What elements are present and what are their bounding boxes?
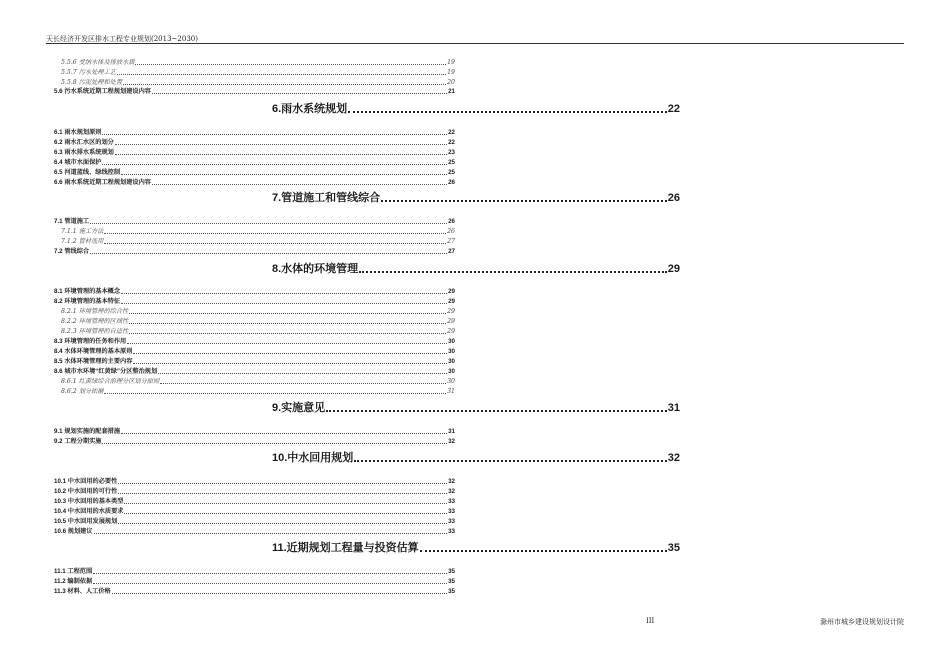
entry-page-number: 29 bbox=[448, 298, 455, 305]
chapter-title: 11.近期规划工程量与投资估算 bbox=[272, 542, 419, 554]
dot-leader bbox=[118, 493, 447, 494]
entry-page-number: 26 bbox=[448, 179, 455, 186]
chapter-page-number: 32 bbox=[667, 452, 680, 464]
dot-leader bbox=[121, 293, 447, 294]
entry-page-number: 32 bbox=[448, 438, 455, 445]
dot-leader bbox=[129, 333, 446, 334]
entry-title: 7.2 管线综合 bbox=[54, 248, 90, 255]
header-divider bbox=[46, 43, 904, 44]
chapter-page-number: 35 bbox=[667, 542, 680, 554]
dot-leader bbox=[90, 253, 447, 254]
entry-title: 6.6 雨水系统近期工程规划建设内容 bbox=[54, 179, 151, 186]
entry-title: 6.2 雨水汇水区的划分 bbox=[54, 139, 114, 146]
entry-page-number: 31 bbox=[447, 388, 455, 395]
entry-page-number: 27 bbox=[448, 248, 455, 255]
toc-subsection-entry[interactable] bbox=[61, 378, 455, 386]
toc-section-entry[interactable] bbox=[54, 478, 455, 486]
entry-page-number: 35 bbox=[448, 568, 455, 575]
entry-page-number: 29 bbox=[448, 288, 455, 295]
dot-leader bbox=[102, 443, 447, 444]
entry-page-number: 30 bbox=[448, 358, 455, 365]
entry-title: 8.4 水体环境管理的基本原则 bbox=[54, 348, 133, 355]
toc-section-entry[interactable] bbox=[54, 129, 455, 137]
dot-leader bbox=[94, 533, 448, 534]
dot-leader bbox=[104, 393, 446, 394]
dot-leader bbox=[129, 313, 446, 314]
toc-section-entry[interactable] bbox=[54, 368, 455, 376]
entry-title: 10.4 中水回用的水质要求 bbox=[54, 508, 124, 515]
dot-leader bbox=[118, 483, 447, 484]
dot-leader bbox=[420, 550, 667, 552]
entry-page-number: 33 bbox=[448, 518, 455, 525]
chapter-title: 10.中水回用规划 bbox=[272, 452, 354, 464]
chapter-title: 7.管道施工和管线综合 bbox=[272, 192, 381, 204]
toc-chapter-heading[interactable] bbox=[272, 401, 680, 415]
toc-section-entry[interactable] bbox=[54, 508, 455, 516]
entry-page-number: 35 bbox=[448, 578, 455, 585]
toc-section-entry[interactable] bbox=[54, 578, 455, 586]
entry-title: 6.5 河道蓝线、绿线控制 bbox=[54, 169, 121, 176]
entry-title: 8.2.1 环境管理的综合性 bbox=[61, 308, 129, 315]
entry-page-number: 30 bbox=[448, 368, 455, 375]
chapter-title: 9.实施意见 bbox=[272, 402, 326, 414]
entry-title: 8.2.3 环境管理的自适性 bbox=[61, 328, 129, 335]
dot-leader bbox=[117, 74, 446, 75]
toc-section-entry[interactable] bbox=[54, 179, 455, 187]
entry-title: 5.5.6 受纳水体及排放水质 bbox=[61, 59, 135, 66]
toc-section-entry[interactable] bbox=[54, 298, 455, 306]
toc-subsection-entry[interactable] bbox=[61, 238, 455, 246]
entry-page-number: 19 bbox=[447, 59, 455, 66]
toc-chapter-heading[interactable] bbox=[272, 451, 680, 465]
chapter-page-number: 29 bbox=[667, 263, 680, 275]
chapter-title: 6.雨水系统规划 bbox=[272, 103, 348, 115]
dot-leader bbox=[90, 223, 447, 224]
entry-title: 10.1 中水回用的必要性 bbox=[54, 478, 118, 485]
entry-page-number: 33 bbox=[448, 508, 455, 515]
toc-section-entry[interactable] bbox=[54, 568, 455, 576]
entry-page-number: 22 bbox=[448, 129, 455, 136]
toc-section-entry[interactable] bbox=[54, 528, 455, 536]
dot-leader bbox=[118, 523, 447, 524]
dot-leader bbox=[104, 233, 446, 234]
entry-title: 8.1 环境管理的基本概念 bbox=[54, 288, 121, 295]
entry-title: 10.6 规划建议 bbox=[54, 528, 93, 535]
toc-subsection-entry[interactable] bbox=[61, 318, 455, 326]
entry-page-number: 32 bbox=[448, 478, 455, 485]
toc-subsection-entry[interactable] bbox=[61, 59, 455, 67]
entry-page-number: 25 bbox=[448, 169, 455, 176]
entry-title: 5.6 污水系统近期工程规划建设内容 bbox=[54, 88, 151, 95]
toc-section-entry[interactable] bbox=[54, 358, 455, 366]
entry-title: 11.1 工程范围 bbox=[54, 568, 93, 575]
dot-leader bbox=[124, 513, 447, 514]
entry-page-number: 26 bbox=[448, 218, 455, 225]
entry-title: 9.1 规划实施的配套措施 bbox=[54, 428, 121, 435]
entry-page-number: 25 bbox=[448, 159, 455, 166]
entry-title: 8.2.2 环境管理的区域性 bbox=[61, 318, 129, 325]
toc-section-entry[interactable] bbox=[54, 169, 455, 177]
dot-leader bbox=[359, 271, 667, 273]
dot-leader bbox=[102, 134, 447, 135]
dot-leader bbox=[381, 200, 667, 202]
entry-page-number: 26 bbox=[447, 228, 455, 235]
entry-title: 7.1.2 管材选用 bbox=[61, 238, 104, 245]
toc-subsection-entry[interactable] bbox=[61, 388, 455, 396]
dot-leader bbox=[326, 410, 667, 412]
dot-leader bbox=[152, 184, 447, 185]
entry-page-number: 31 bbox=[448, 428, 455, 435]
chapter-page-number: 22 bbox=[667, 103, 680, 115]
dot-leader bbox=[124, 503, 447, 504]
entry-title: 11.3 材料、人工价格 bbox=[54, 588, 111, 595]
entry-page-number: 29 bbox=[447, 318, 455, 325]
entry-page-number: 19 bbox=[447, 69, 455, 76]
toc-section-entry[interactable] bbox=[54, 338, 455, 346]
entry-page-number: 30 bbox=[448, 338, 455, 345]
toc-subsection-entry[interactable] bbox=[61, 328, 455, 336]
toc-subsection-entry[interactable] bbox=[61, 79, 455, 87]
entry-page-number: 33 bbox=[448, 528, 455, 535]
dot-leader bbox=[115, 154, 447, 155]
entry-title: 10.5 中水回用发展规划 bbox=[54, 518, 118, 525]
entry-page-number: 20 bbox=[447, 79, 455, 86]
entry-title: 8.2 环境管理的基本特征 bbox=[54, 298, 121, 305]
entry-title: 8.5 水体环境管理的主要内容 bbox=[54, 358, 133, 365]
dot-leader bbox=[348, 111, 667, 113]
entry-page-number: 29 bbox=[447, 328, 455, 335]
dot-leader bbox=[121, 303, 447, 304]
entry-title: 8.6.1 红黄绿综合治理分区划分原则 bbox=[61, 378, 160, 385]
entry-page-number: 29 bbox=[447, 308, 455, 315]
dot-leader bbox=[133, 353, 447, 354]
entry-page-number: 23 bbox=[448, 149, 455, 156]
document-header-title: 天长经济开发区排水工程专业规划(2013~2030) bbox=[46, 35, 198, 43]
toc-subsection-entry[interactable] bbox=[61, 69, 455, 77]
toc-section-entry[interactable] bbox=[54, 518, 455, 526]
dot-leader bbox=[121, 433, 447, 434]
dot-leader bbox=[129, 323, 446, 324]
dot-leader bbox=[160, 383, 446, 384]
entry-page-number: 30 bbox=[448, 348, 455, 355]
toc-section-entry[interactable] bbox=[54, 139, 455, 147]
entry-title: 7.1 管道施工 bbox=[54, 218, 90, 225]
toc-section-entry[interactable] bbox=[54, 588, 455, 596]
dot-leader bbox=[133, 363, 447, 364]
entry-title: 5.5.7 污水处理工艺 bbox=[61, 69, 116, 76]
toc-section-entry[interactable] bbox=[54, 428, 455, 436]
dot-leader bbox=[104, 243, 446, 244]
footer-page-number: III bbox=[646, 617, 655, 625]
dot-leader bbox=[158, 373, 447, 374]
entry-title: 10.2 中水回用的可行性 bbox=[54, 488, 118, 495]
toc-section-entry[interactable] bbox=[54, 159, 455, 167]
toc-subsection-entry[interactable] bbox=[61, 228, 455, 236]
toc-section-entry[interactable] bbox=[54, 88, 455, 96]
entry-page-number: 22 bbox=[448, 139, 455, 146]
entry-title: 6.4 城市水面保护 bbox=[54, 159, 102, 166]
chapter-page-number: 26 bbox=[667, 192, 680, 204]
entry-page-number: 33 bbox=[448, 498, 455, 505]
toc-chapter-heading[interactable] bbox=[272, 102, 680, 116]
chapter-title: 8.水体的环境管理 bbox=[272, 263, 359, 275]
entry-page-number: 32 bbox=[448, 488, 455, 495]
entry-title: 10.3 中水回用的基本类型 bbox=[54, 498, 124, 505]
entry-title: 8.6.2 划分依据 bbox=[61, 388, 104, 395]
dot-leader bbox=[112, 593, 447, 594]
toc-section-entry[interactable] bbox=[54, 348, 455, 356]
toc-section-entry[interactable] bbox=[54, 218, 455, 226]
dot-leader bbox=[93, 573, 447, 574]
toc-chapter-heading[interactable] bbox=[272, 262, 680, 276]
dot-leader bbox=[127, 343, 447, 344]
entry-page-number: 21 bbox=[448, 88, 455, 95]
dot-leader bbox=[152, 93, 447, 94]
dot-leader bbox=[102, 164, 447, 165]
entry-title: 7.1.1 施工方法 bbox=[61, 228, 104, 235]
toc-section-entry[interactable] bbox=[54, 498, 455, 506]
toc-section-entry[interactable] bbox=[54, 488, 455, 496]
dot-leader bbox=[123, 84, 446, 85]
dot-leader bbox=[354, 460, 666, 462]
dot-leader bbox=[135, 64, 446, 65]
toc-subsection-entry[interactable] bbox=[61, 308, 455, 316]
entry-title: 8.6 城市水环境“红黄绿”分区整治规划 bbox=[54, 368, 158, 375]
toc-section-entry[interactable] bbox=[54, 149, 455, 157]
entry-title: 6.3 雨水排水系统规划 bbox=[54, 149, 114, 156]
dot-leader bbox=[93, 583, 447, 584]
entry-page-number: 27 bbox=[447, 238, 455, 245]
dot-leader bbox=[115, 144, 447, 145]
entry-title: 11.2 编制依据 bbox=[54, 578, 93, 585]
entry-title: 8.3 环境管理的任务和作用 bbox=[54, 338, 127, 345]
toc-chapter-heading[interactable] bbox=[272, 191, 680, 205]
entry-title: 5.5.8 污泥处理和处置 bbox=[61, 79, 123, 86]
toc-section-entry[interactable] bbox=[54, 248, 455, 256]
entry-title: 9.2 工程分期实施 bbox=[54, 438, 102, 445]
entry-title: 6.1 雨水规划原则 bbox=[54, 129, 102, 136]
chapter-page-number: 31 bbox=[667, 402, 680, 414]
entry-page-number: 35 bbox=[448, 588, 455, 595]
footer-organization: 滁州市城乡建设规划设计院 bbox=[820, 618, 904, 626]
toc-section-entry[interactable] bbox=[54, 438, 455, 446]
toc-chapter-heading[interactable] bbox=[272, 541, 680, 555]
dot-leader bbox=[121, 174, 447, 175]
toc-section-entry[interactable] bbox=[54, 288, 455, 296]
entry-page-number: 30 bbox=[447, 378, 455, 385]
